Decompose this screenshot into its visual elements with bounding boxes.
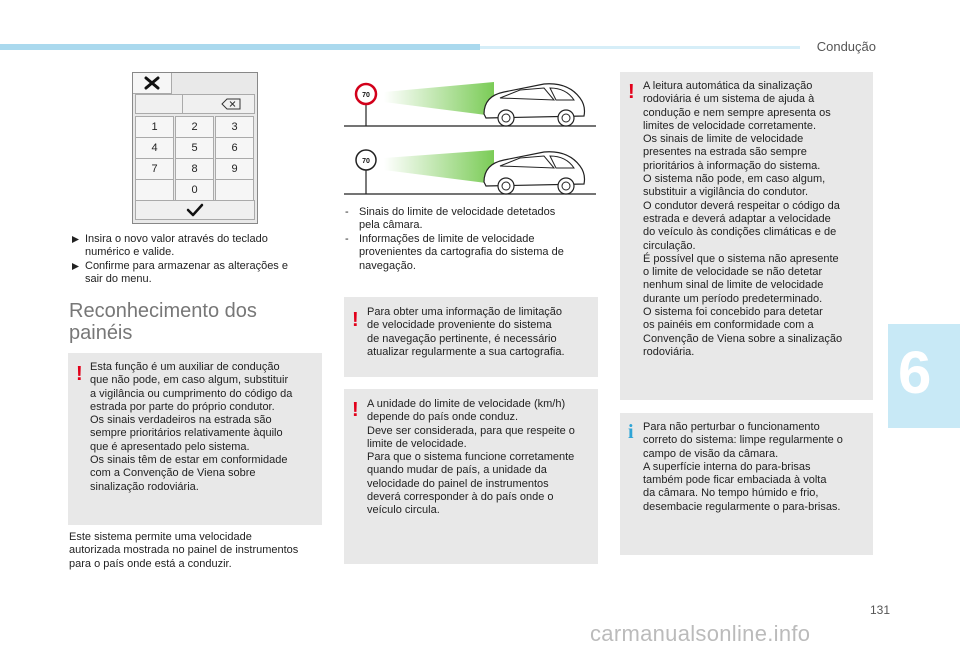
bullet-text: Insira o novo valor através do teclado numérico e valide. (85, 233, 268, 259)
warning-icon: ! (628, 81, 635, 103)
warning-icon: ! (352, 399, 359, 421)
warning-text: A unidade do limite de velocidade (km/h) depende do país onde conduz. Deve ser considerada, para que respeite o limite de velocidade. Para que o sistema funcione corretamente quando mudar de país, a unidade da velocidade do painel de instrumentos deverá corresponder à do país onde o veículo circula. (367, 398, 575, 517)
intro-paragraph: Este sistema permite uma velocidade autorizada mostrada no painel de instrumentos para o país onde está a conduzir. (69, 531, 299, 570)
keypad-key-blank-right (215, 179, 254, 201)
keypad-key-0: 0 (175, 179, 214, 201)
dash-text: Informações de limite de velocidade provenientes da cartografia do sistema de navegação. (359, 233, 564, 272)
keypad-key-9: 9 (215, 158, 254, 180)
info-text: Para não perturbar o funcionamento correto do sistema: limpe regularmente o campo de visão da câmara. A superfície interna do para-brisas também pode ficar embaciada à volta da câmara. No tempo húmido e frio, desembacie regularmente o para-brisas. (643, 421, 843, 513)
warning-text: A leitura automática da sinalização rodoviária é um sistema de ajuda à condução e nem sempre apresenta os limites de velocidade corretamente. Os sinais de limite de velocidade presentes na estrada são sempre prioritários à informação do sistema. O sistema não pode, em caso algum, substituir a vigilância do condutor. O condutor deverá respeitar o código da estrada e deverá adaptar a velocidade do veículo às condições climáticas e de circulação. É possível que o sistema não apresente o limite de velocidade se não detetar nenhum sinal de limite de velocidade durante um período predeterminado. O sistema foi concebido para detetar os painéis em conformidade com a Convenção de Viena sobre a sinalização rodoviária. (643, 80, 843, 358)
keypad-key-8: 8 (175, 158, 214, 180)
bullet-marker-icon (71, 233, 80, 248)
keypad-key-7: 7 (135, 158, 174, 180)
keypad-key-3: 3 (215, 116, 254, 138)
keypad-key-5: 5 (175, 137, 214, 159)
header-bar (0, 44, 480, 50)
bullet-text: Confirme para armazenar as alterações e sair do menu. (85, 260, 288, 286)
keypad-input-row (135, 94, 255, 114)
keypad-key-2: 2 (175, 116, 214, 138)
warning-icon: ! (76, 363, 83, 385)
chapter-number: 6 (898, 339, 932, 406)
section-heading: Reconhecimento dos painéis (69, 300, 257, 344)
page-number: 131 (869, 603, 890, 617)
keypad-close-key (133, 73, 172, 94)
bullet-item (71, 260, 321, 288)
header-bar-light (480, 46, 800, 49)
keypad-key-1: 1 (135, 116, 174, 138)
check-icon (136, 201, 254, 219)
warning-text: Esta função é um auxiliar de condução que não pode, em caso algum, substituir a vigilância ou cumprimento do código da estrada por parte do próprio condutor. Os sinais verdadeiros na estrada são sempre prioritários relativamente àquilo que é apresentado pelo sistema. Os sinais têm de estar em conformidade com a Convenção de Viena sobre sinalização rodoviária. (90, 361, 293, 493)
dash-item (345, 233, 595, 275)
bullet-marker-icon (71, 260, 80, 275)
info-icon: i (628, 421, 634, 443)
warning-text: Para obter uma informação de limitação de velocidade proveniente do sistema de navegação pertinente, é necessário atualizar regularmente a sua cartografia. (367, 306, 565, 358)
keypad-key-blank-left (135, 179, 174, 201)
keypad-key-6: 6 (215, 137, 254, 159)
close-icon (133, 73, 171, 93)
speed-sign-value-bottom: 70 (362, 158, 370, 165)
speed-sign-illustration (344, 74, 596, 210)
dash-text: Sinais do limite de velocidade detetados pela câmara. (359, 206, 556, 232)
speed-sign-value-top: 70 (362, 92, 370, 99)
keypad-key-4: 4 (135, 137, 174, 159)
dash-marker: - (345, 233, 349, 245)
warning-icon: ! (352, 309, 359, 331)
dash-marker: - (345, 206, 349, 218)
keypad-confirm-key (135, 200, 255, 220)
watermark: carmanualsonline.info (590, 621, 811, 646)
backspace-icon (136, 95, 254, 113)
dash-item (345, 206, 595, 234)
bullet-item (71, 233, 321, 261)
section-title: Condução (816, 39, 876, 54)
